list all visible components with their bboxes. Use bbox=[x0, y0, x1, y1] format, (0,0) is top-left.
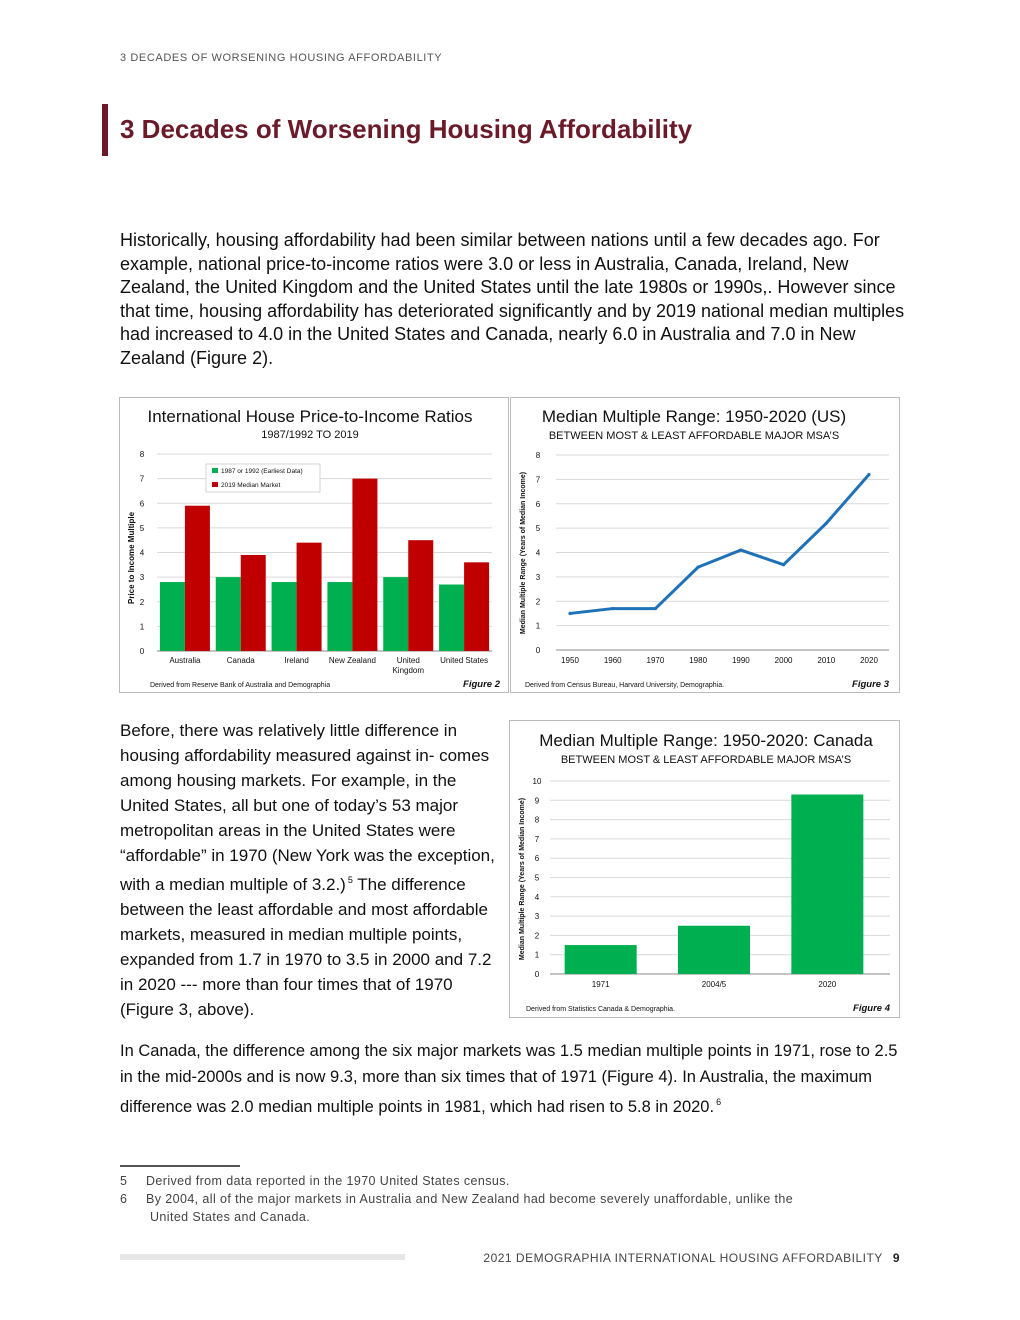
footer-bar bbox=[120, 1254, 405, 1260]
y-tick-label: 7 bbox=[139, 474, 145, 484]
x-tick-label: 1971 bbox=[591, 980, 610, 989]
footnote-6 bbox=[120, 1190, 900, 1226]
y-tick-label: 0 bbox=[534, 970, 540, 979]
footnote-text: Derived from data reported in the 1970 United States census. bbox=[146, 1174, 510, 1188]
figure-2-price-to-income-chart bbox=[119, 397, 509, 693]
y-tick-label: 1 bbox=[534, 950, 540, 960]
bar-2019 bbox=[408, 540, 433, 651]
figure-2-svg bbox=[120, 398, 508, 692]
chart-source: Derived from Statistics Canada & Demographia. bbox=[526, 1006, 676, 1013]
y-tick-label: 3 bbox=[139, 573, 145, 583]
y-tick-label: 2 bbox=[139, 597, 145, 607]
x-tick-label: 2004/5 bbox=[701, 980, 727, 989]
figure-label: Figure 4 bbox=[853, 1003, 890, 1014]
x-tick-label: Australia bbox=[169, 656, 201, 665]
chart-source: Derived from Reserve Bank of Australia and Demographia bbox=[150, 682, 331, 689]
page-number: 9 bbox=[892, 1251, 900, 1265]
page-title: 3 Decades of Worsening Housing Affordability bbox=[120, 114, 693, 144]
figure-3-us-range-chart bbox=[510, 397, 900, 693]
chart-subtitle: BETWEEN MOST & LEAST AFFORDABLE MAJOR MSA’S bbox=[560, 754, 852, 766]
x-tick-label: Kingdom bbox=[392, 666, 425, 675]
figure-4-canada-range-chart bbox=[509, 720, 900, 1018]
y-axis-label: Median Multiple Range (Years of Median Income) bbox=[519, 797, 526, 961]
y-tick-label: 6 bbox=[534, 854, 540, 864]
y-tick-label: 0 bbox=[139, 647, 145, 656]
x-tick-label: 2000 bbox=[774, 656, 793, 665]
footnote-ref-6: 6 bbox=[716, 1097, 722, 1107]
title-accent-bar bbox=[102, 104, 108, 156]
x-tick-label: 1980 bbox=[689, 656, 708, 665]
footnote-text-cont: United States and Canada. bbox=[150, 1210, 311, 1224]
footnote-number: 5 bbox=[120, 1174, 128, 1188]
y-tick-label: 9 bbox=[534, 796, 540, 806]
y-tick-label: 10 bbox=[532, 777, 542, 786]
us-range-series-line bbox=[570, 475, 869, 614]
y-tick-label: 8 bbox=[139, 450, 145, 459]
x-tick-label: 2010 bbox=[817, 656, 836, 665]
chart-subtitle: BETWEEN MOST & LEAST AFFORDABLE MAJOR MSA’S bbox=[548, 430, 840, 442]
data-point bbox=[568, 612, 571, 615]
data-point bbox=[825, 522, 828, 525]
bar-earliest bbox=[216, 577, 241, 651]
footnote-number: 6 bbox=[120, 1192, 128, 1206]
footer-title: 2021 DEMOGRAPHIA INTERNATIONAL HOUSING AFFORDABILITY bbox=[483, 1251, 883, 1265]
data-point bbox=[697, 566, 700, 569]
legend-swatch-red bbox=[212, 482, 218, 487]
y-tick-label: 7 bbox=[535, 475, 541, 485]
x-tick-label: 1960 bbox=[603, 656, 622, 665]
chart-title: Median Multiple Range: 1950-2020: Canada bbox=[539, 731, 873, 750]
y-tick-label: 3 bbox=[534, 912, 540, 922]
y-tick-label: 1 bbox=[535, 621, 541, 631]
legend-swatch-green bbox=[212, 468, 218, 473]
y-tick-label: 2 bbox=[534, 931, 540, 941]
data-point bbox=[611, 607, 614, 610]
y-tick-label: 6 bbox=[139, 499, 145, 509]
y-tick-label: 8 bbox=[535, 451, 541, 460]
figure-3-svg bbox=[511, 398, 899, 692]
y-tick-label: 5 bbox=[535, 524, 541, 534]
y-tick-label: 5 bbox=[139, 523, 145, 533]
legend-label-2019: 2019 Median Market bbox=[221, 482, 281, 489]
y-tick-label: 6 bbox=[535, 499, 541, 509]
x-tick-label: Ireland bbox=[284, 656, 309, 665]
comparison-text-cont: The difference between the least affordable and most affordable markets, measured in median multiple points, expanded from 1.7 in 1970 to 3.5 in 2000 and 7.2 in 2020 --- more than four times that of 1970 (Figure 3, above). bbox=[120, 875, 492, 1019]
y-tick-label: 1 bbox=[139, 622, 145, 632]
bar-1971 bbox=[565, 945, 637, 974]
running-head: 3 DECADES OF WORSENING HOUSING AFFORDABILITY bbox=[120, 52, 443, 64]
bar-earliest bbox=[327, 582, 352, 651]
bar-earliest bbox=[272, 582, 297, 651]
bar-2019 bbox=[352, 479, 377, 651]
bar-2019 bbox=[297, 543, 322, 651]
intro-paragraph: Historically, housing affordability had been similar between nations until a few decades ago. For example, national price-to-income ratios were 3.0 or less in Australia, Canada, Ireland, New Zealand, the United Kingdom and the United States until the late 1980s or 1990s,. However since that time, housing affordability has deteriorated significantly and by 2019 national median multiples had increased to 4.0 in the United States and Canada, nearly 6.0 in Australia and 7.0 in New Zealand (Figure 2). bbox=[120, 230, 905, 368]
x-tick-label: New Zealand bbox=[328, 656, 376, 665]
y-tick-label: 7 bbox=[534, 834, 540, 844]
chart-subtitle: 1987/1992 TO 2019 bbox=[261, 429, 359, 441]
bar-earliest bbox=[383, 577, 408, 651]
data-point bbox=[867, 473, 870, 476]
bar-2020 bbox=[791, 795, 863, 974]
y-axis-label: Price to Income Multiple bbox=[127, 511, 136, 605]
figure-4-svg bbox=[510, 721, 899, 1017]
chart-title: International House Price-to-Income Ratios bbox=[147, 407, 473, 426]
footnote-ref-5: 5 bbox=[347, 875, 353, 885]
comparison-paragraph bbox=[120, 718, 495, 1022]
bar-earliest bbox=[439, 585, 464, 651]
y-tick-label: 4 bbox=[139, 548, 145, 558]
bar-2019 bbox=[241, 555, 266, 651]
footnote-5 bbox=[120, 1172, 900, 1190]
footnote-rule bbox=[120, 1165, 240, 1167]
x-tick-label: 2020 bbox=[860, 656, 878, 665]
y-tick-label: 8 bbox=[534, 815, 540, 825]
y-tick-label: 4 bbox=[535, 548, 541, 558]
y-tick-label: 4 bbox=[534, 892, 540, 902]
bar-2019 bbox=[185, 506, 210, 651]
comparison-text: Before, there was relatively little difference in housing affordability measured against in- comes among housing markets. For example, in the United States, all but one of today’s 53 major metropolitan areas in the United States were “affordable” in 1970 (New York was the exception, with a median multiple of 3.2.) bbox=[120, 721, 495, 894]
chart-title: Median Multiple Range: 1950-2020 (US) bbox=[541, 407, 847, 426]
page-footer bbox=[483, 1251, 900, 1265]
x-tick-label: 1950 bbox=[561, 656, 579, 665]
x-tick-label: 1970 bbox=[646, 656, 665, 665]
x-tick-label: Canada bbox=[226, 656, 255, 665]
x-tick-label: 1990 bbox=[731, 656, 750, 665]
y-axis-label: Median Multiple Range (Years of Median Income) bbox=[520, 471, 527, 635]
data-point bbox=[782, 563, 785, 566]
data-point bbox=[654, 607, 657, 610]
chart-legend bbox=[206, 464, 320, 492]
x-tick-label: United bbox=[396, 656, 420, 665]
canada-text: In Canada, the difference among the six major markets was 1.5 median multiple points in 1971, rose to 2.5 in the mid-2000s and is now 9.3, more than six times that of 1971 (Figure 4). In Australia, the maximum difference was 2.0 median multiple points in 1981, which had risen to 5.8 in 2020. bbox=[120, 1042, 898, 1116]
x-tick-label: 2020 bbox=[818, 980, 837, 989]
y-tick-label: 0 bbox=[535, 646, 541, 655]
y-tick-label: 5 bbox=[534, 873, 540, 883]
x-tick-label: United States bbox=[440, 656, 489, 665]
canada-paragraph bbox=[120, 1039, 910, 1121]
chart-source: Derived from Census Bureau, Harvard University, Demographia. bbox=[525, 682, 725, 689]
bar-earliest bbox=[160, 582, 185, 651]
y-tick-label: 3 bbox=[535, 572, 541, 582]
figure-label: Figure 2 bbox=[463, 679, 500, 690]
data-point bbox=[739, 548, 742, 551]
figure-label: Figure 3 bbox=[852, 679, 889, 690]
footnote-text: By 2004, all of the major markets in Australia and New Zealand had become severely unaffordable, unlike the bbox=[146, 1192, 794, 1206]
bar-2019 bbox=[464, 562, 489, 651]
bar-2004/5 bbox=[678, 926, 750, 974]
legend-label-earliest: 1987 or 1992 (Earliest Data) bbox=[221, 468, 303, 475]
y-tick-label: 2 bbox=[535, 597, 541, 607]
